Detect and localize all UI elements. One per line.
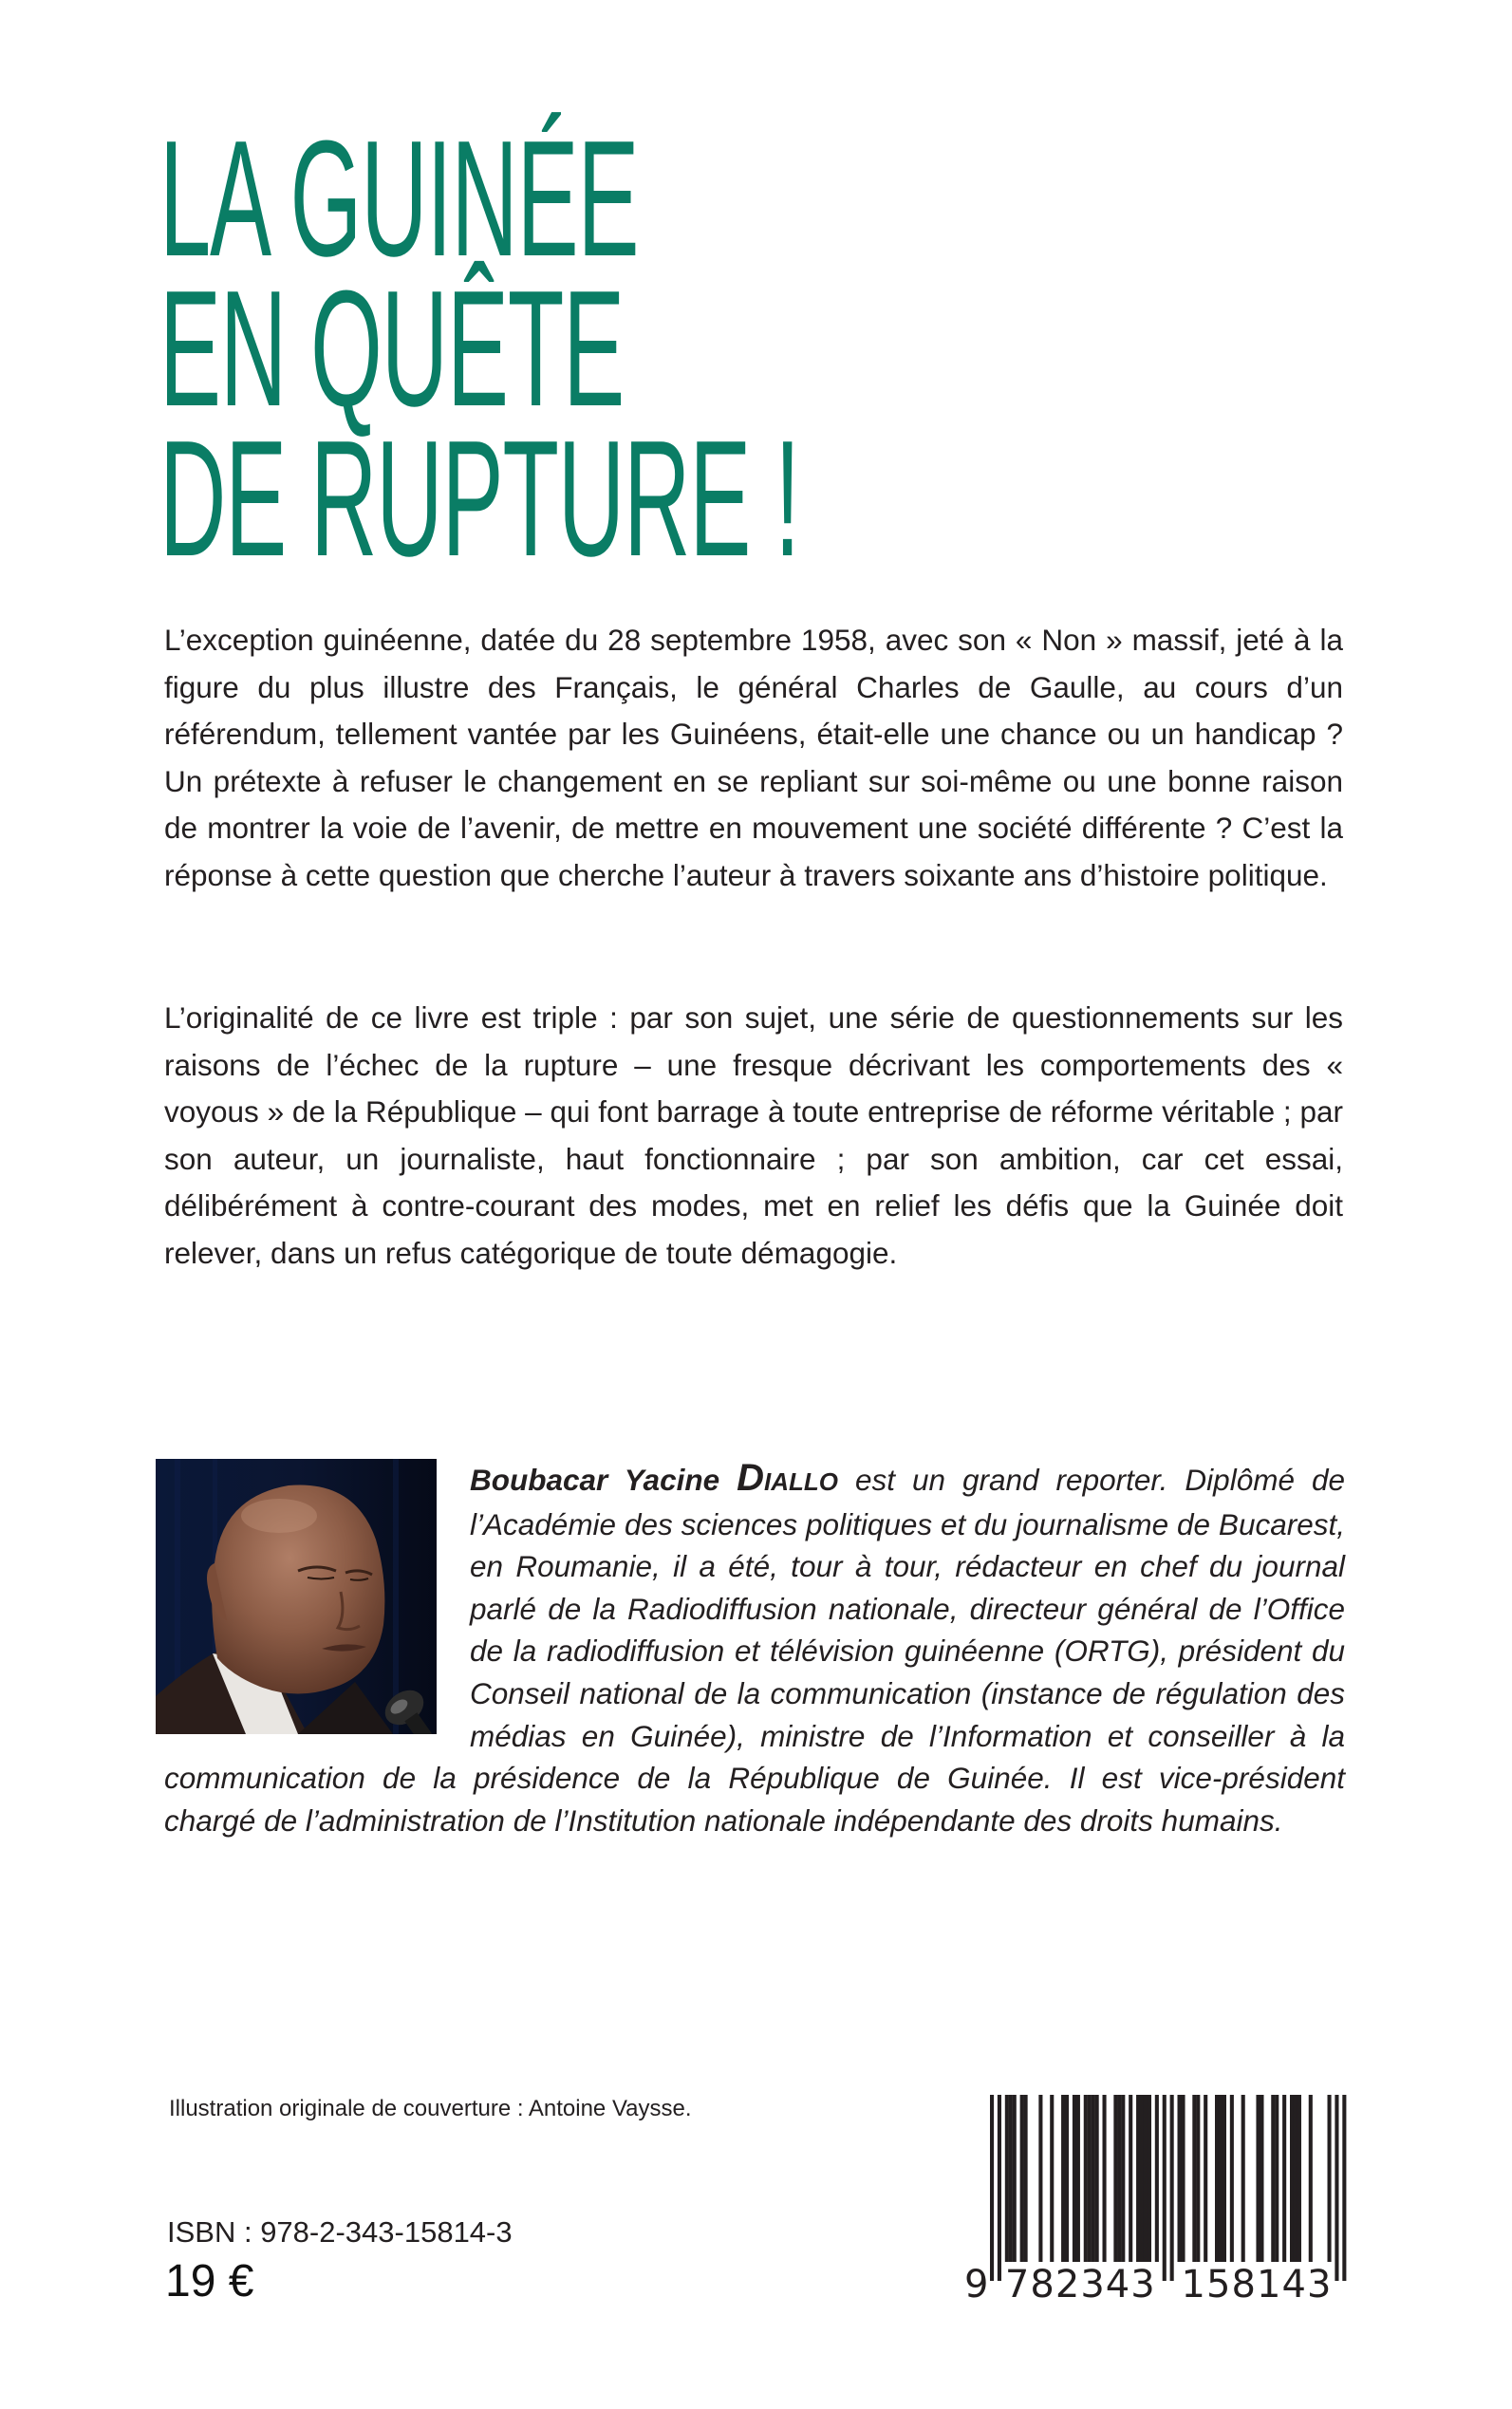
author-name (470, 1457, 838, 1499)
title-line-3: DE RUPTURE ! (159, 405, 800, 590)
svg-text:158143: 158143 (1181, 2263, 1332, 2306)
author-bio-text: est un grand reporter. Diplômé de l’Académie des sciences politiques et du journalisme de Bucarest, en Roumanie, il a été, tour à tour, rédacteur en chef du journal parlé de la Radiodiffusion nationale, directeur général de l’Office de la radiodiffusion et télévision guinéenne (ORTG), président du Conseil national de la communication (instance de régulation des médias en Guinée), ministre de l’Information et conseiller à la communication de la présidence de la République de Guinée. Il est vice-président chargé de l’administration de l’Institution nationale indépendante des droits humains. (164, 1463, 1345, 1838)
price: 19 € (165, 2256, 254, 2306)
title-line-2: EN QUÊTE (159, 255, 625, 440)
isbn: ISBN : 978-2-343-15814-3 (167, 2215, 513, 2249)
summary-paragraph-1: L’exception guinéenne, datée du 28 septembre 1958, avec son « Non » massif, jeté à la figure du plus illustre des Français, le général Charles de Gaulle, au cours d’un référendum, tellement vantée par les Guinéens, était-elle une chance ou un handicap ? Un prétexte à refuser le changement en se repliant sur soi-même ou une bonne raison de montrer la voie de l’avenir, de mettre en mouvement une société différente ? C’est la réponse à cette question que cherche l’auteur à travers soixante ans d’histoire politique. (164, 623, 1343, 892)
summary-paragraph-2-block (164, 995, 1343, 1278)
svg-text:782343: 782343 (1004, 2263, 1155, 2306)
author-bio (164, 1457, 1345, 1841)
ean13-barcode (949, 2088, 1357, 2306)
svg-text:9: 9 (964, 2263, 989, 2306)
author-surname-initial: D (737, 1457, 764, 1499)
author-surname-rest: IALLO (763, 1467, 838, 1496)
author-first-names: Boubacar Yacine (470, 1463, 737, 1497)
title-line-1: LA GUINÉE (159, 105, 639, 290)
summary-paragraph-1-block (164, 617, 1343, 900)
barcode-icon (949, 2088, 1357, 2306)
illustration-credit: Illustration originale de couverture : Antoine Vaysse. (169, 2096, 692, 2121)
photo-wrap-spacer (164, 1457, 470, 1753)
summary-paragraph-2: L’originalité de ce livre est triple : par son sujet, une série de questionnements sur les raisons de l’échec de la rupture – une fresque décrivant les comportements des « voyous » de la République – qui font barrage à toute entreprise de réforme véritable ; par son auteur, un journaliste, haut fonctionnaire ; par son ambition, car cet essai, délibérément à contre-courant des modes, met en relief les défis que la Guinée doit relever, dans un refus catégorique de toute démagogie. (164, 1000, 1343, 1270)
book-title (159, 105, 1302, 590)
